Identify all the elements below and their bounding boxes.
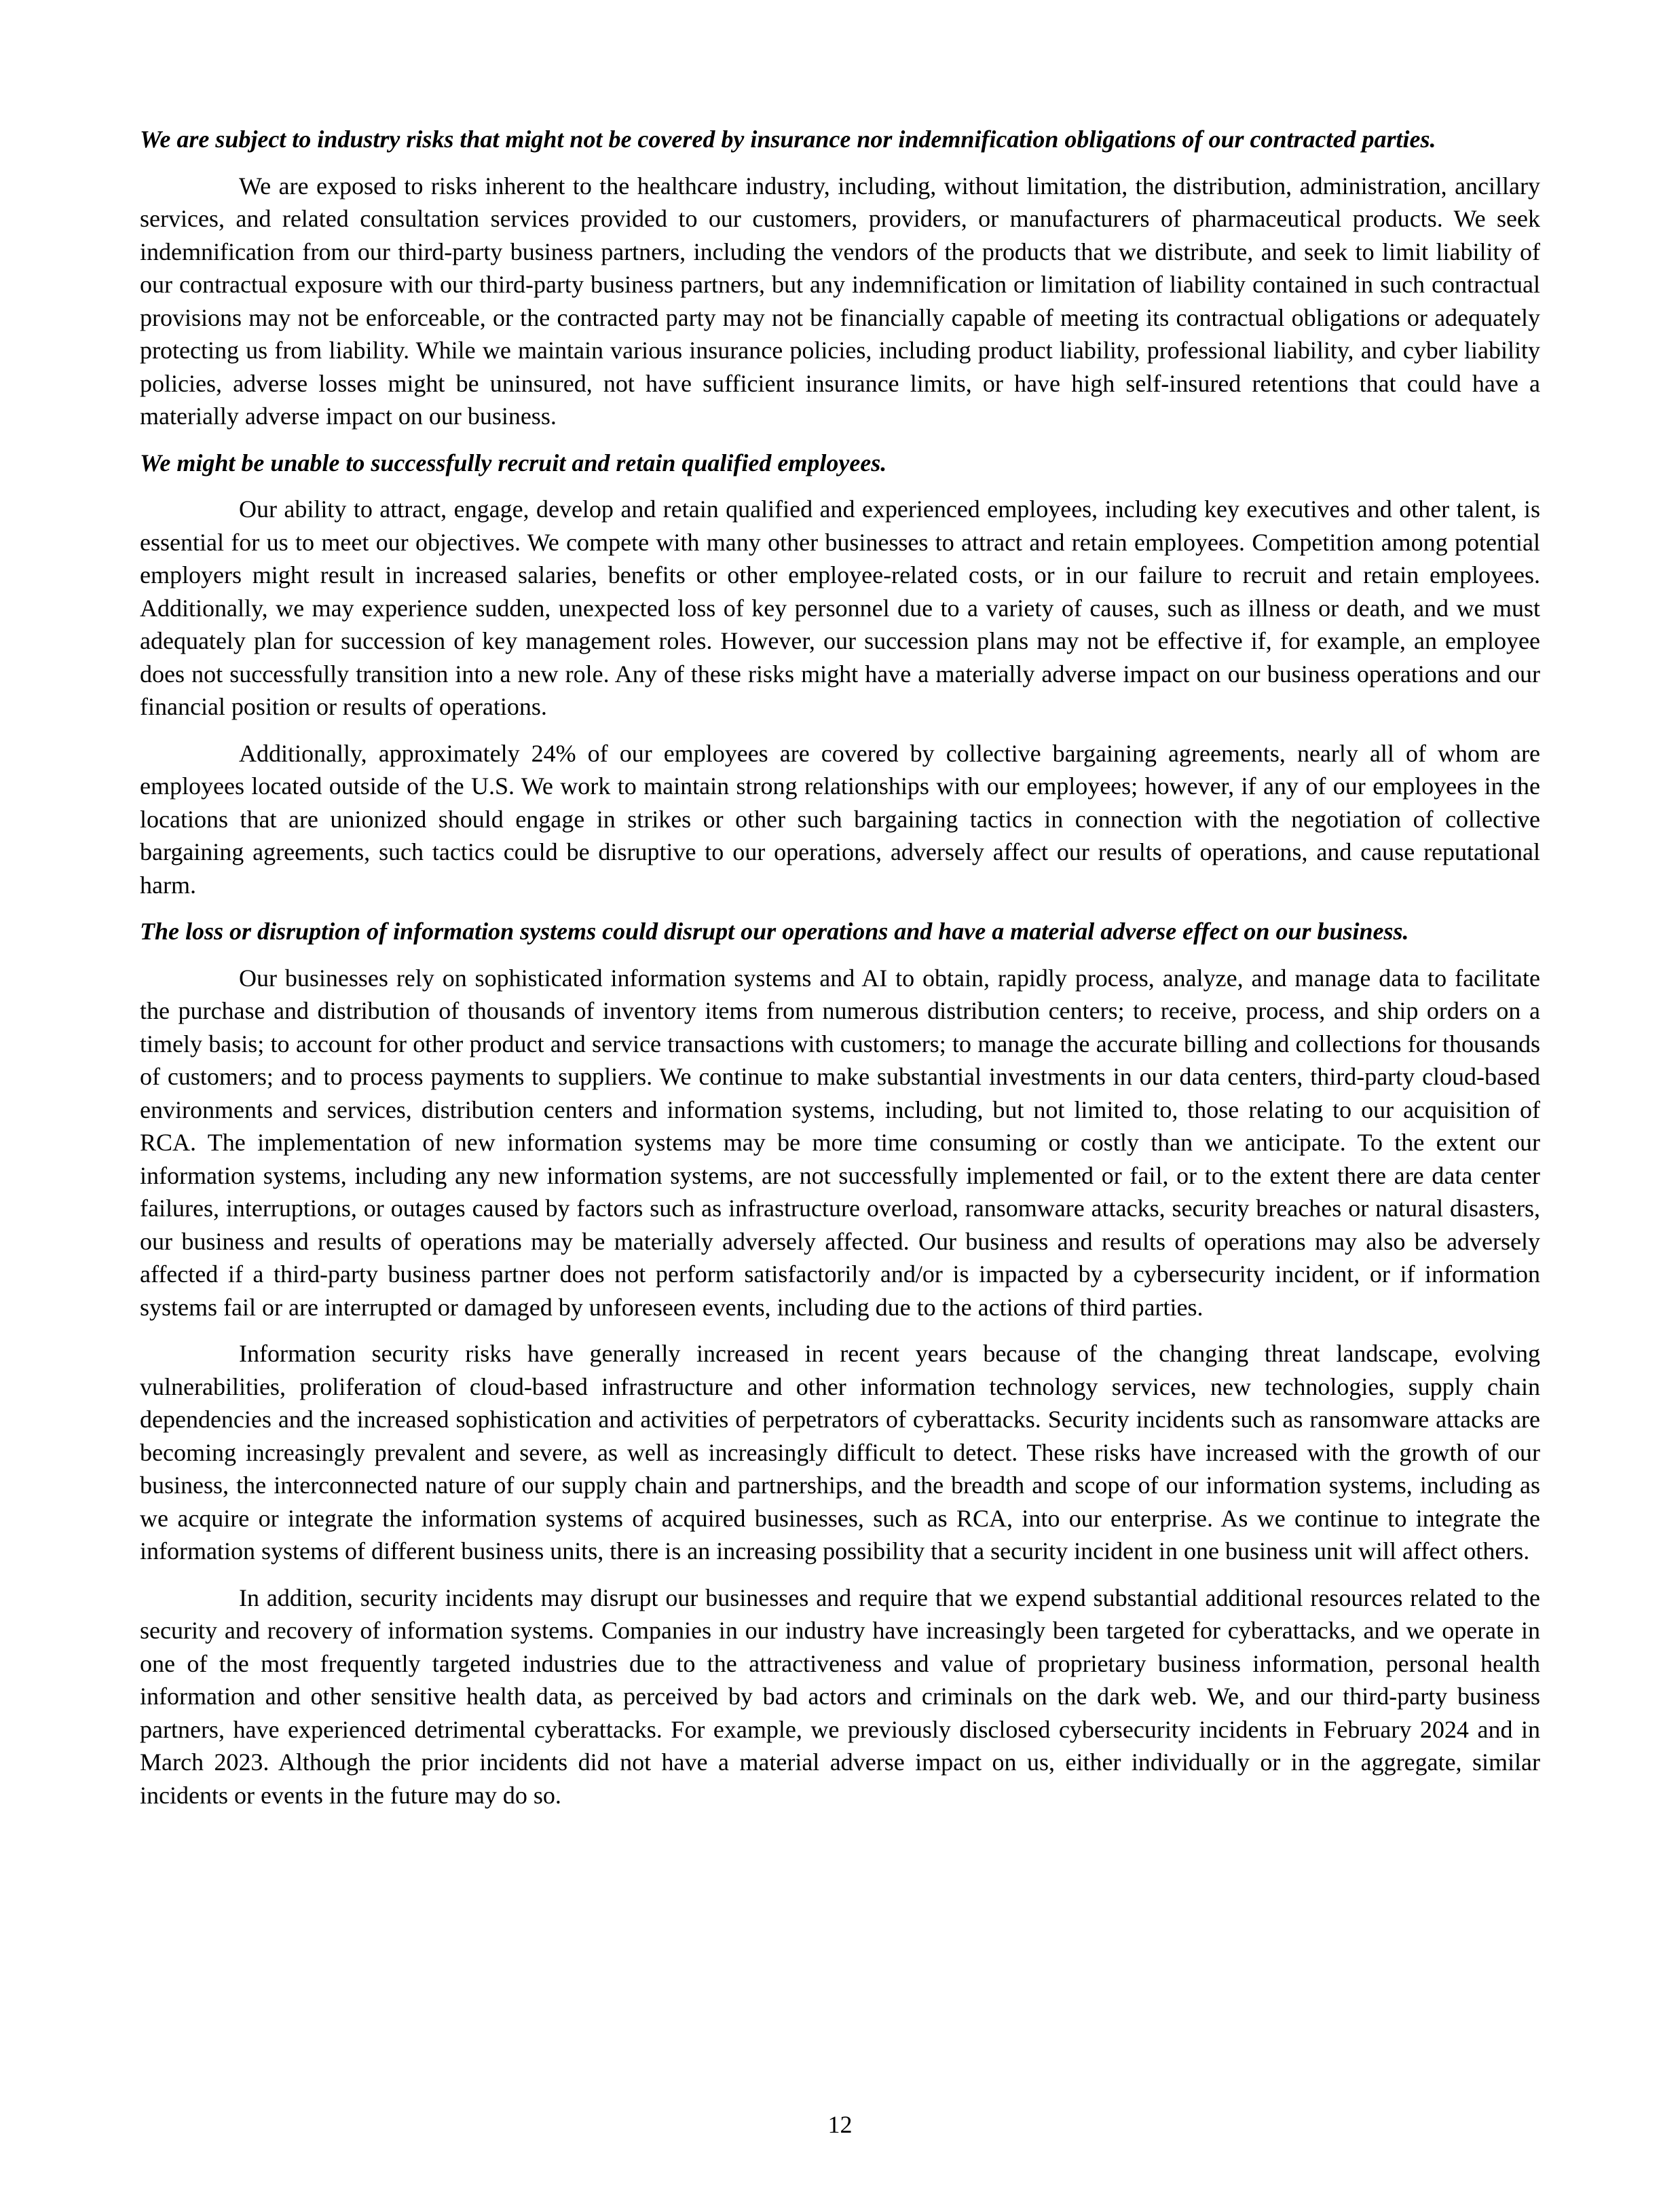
document-page (140, 123, 1540, 1825)
section-heading-employees: We might be unable to successfully recruit and retain qualified employees. (140, 449, 887, 476)
paragraph-collective-bargaining: Additionally, approximately 24% of our employees are covered by collective bargaining agreements, nearly all of whom are employees located outside of the U.S. We work to maintain strong relationships with our employees; however, if any of our employees in the locations that are unionized should engage in strikes or other such bargaining tactics in connection with the negotiation of collective bargaining agreements, such tactics could be disruptive to our operations, adversely affect our results of operations, and cause reputational harm. (140, 739, 1540, 899)
page-number: 12 (827, 2111, 853, 2138)
section-heading-information-systems: The loss or disruption of information systems could disrupt our operations and have a material adverse effect on our business. (140, 918, 1409, 945)
paragraph-security-incidents: In addition, security incidents may disrupt our businesses and require that we expend substantial additional resources related to the security and recovery of information systems. Companies in our industry have increasingly been targeted for cyberattacks, and we operate in one of the most frequently targeted industries due to the attractiveness and value of proprietary business information, personal health information and other sensitive health data, as perceived by bad actors and criminals on the dark web. We, and our third-party business partners, have experienced detrimental cyberattacks. For example, we previously disclosed cybersecurity incidents in February 2024 and in March 2023. Although the prior incidents did not have a material adverse impact on us, either individually or in the aggregate, similar incidents or events in the future may do so. (140, 1584, 1540, 1809)
section-heading-insurance-risks: We are subject to industry risks that might not be covered by insurance nor indemnification obligations of our contracted parties. (140, 126, 1436, 153)
paragraph-insurance-risks: We are exposed to risks inherent to the healthcare industry, including, without limitation, the distribution, administration, ancillary services, and related consultation services provided to our customers, providers, or manufacturers of pharmaceutical products. We seek indemnification from our third-party business partners, including the vendors of the products that we distribute, and seek to limit liability of our contractual exposure with our third-party business partners, but any indemnification or limitation of liability contained in such contractual provisions may not be enforceable, or the contracted party may not be financially capable of meeting its contractual obligations or adequately protecting us from liability. While we maintain various insurance policies, including product liability, professional liability, and cyber liability policies, adverse losses might be uninsured, not have sufficient insurance limits, or have high self-insured retentions that could have a materially adverse impact on our business. (140, 172, 1540, 430)
paragraph-information-security-risks: Information security risks have generally increased in recent years because of the changing threat landscape, evolving vulnerabilities, proliferation of cloud-based infrastructure and other information technology services, new technologies, supply chain dependencies and the increased sophistication and activities of perpetrators of cyberattacks. Security incidents such as ransomware attacks are becoming increasingly prevalent and severe, as well as increasingly difficult to detect. These risks have increased with the growth of our business, the interconnected nature of our supply chain and partnerships, and the breadth and scope of our information systems, including as we acquire or integrate the information systems of acquired businesses, such as RCA, into our enterprise. As we continue to integrate the information systems of different business units, there is an increasing possibility that a security incident in one business unit will affect others. (140, 1340, 1540, 1565)
paragraph-information-systems: Our businesses rely on sophisticated information systems and AI to obtain, rapidly process, analyze, and manage data to facilitate the purchase and distribution of thousands of inventory items from numerous distribution centers; to receive, process, and ship orders on a timely basis; to account for other product and service transactions with customers; to manage the accurate billing and collections for thousands of customers; and to process payments to suppliers. We continue to make substantial investments in our data centers, third-party cloud-based environments and services, distribution centers and information systems, including, but not limited to, those relating to our acquisition of RCA. The implementation of new information systems may be more time consuming or costly than we anticipate. To the extent our information systems, including any new information systems, are not successfully implemented or fail, or to the extent there are data center failures, interruptions, or outages caused by factors such as infrastructure overload, ransomware attacks, security breaches or natural disasters, our business and results of operations may be materially adversely affected. Our business and results of operations may also be adversely affected if a third-party business partner does not perform satisfactorily and/or is impacted by a cybersecurity incident, or if information systems fail or are interrupted or damaged by unforeseen events, including due to the actions of third parties. (140, 964, 1540, 1321)
paragraph-employees-retention: Our ability to attract, engage, develop and retain qualified and experienced employees, including key executives and other talent, is essential for us to meet our objectives. We compete with many other businesses to attract and retain employees. Competition among potential employers might result in increased salaries, benefits or other employee-related costs, or in our failure to recruit and retain employees. Additionally, we may experience sudden, unexpected loss of key personnel due to a variety of causes, such as illness or death, and we must adequately plan for succession of key management roles. However, our succession plans may not be effective if, for example, an employee does not successfully transition into a new role. Any of these risks might have a materially adverse impact on our business operations and our financial position or results of operations. (140, 495, 1540, 720)
